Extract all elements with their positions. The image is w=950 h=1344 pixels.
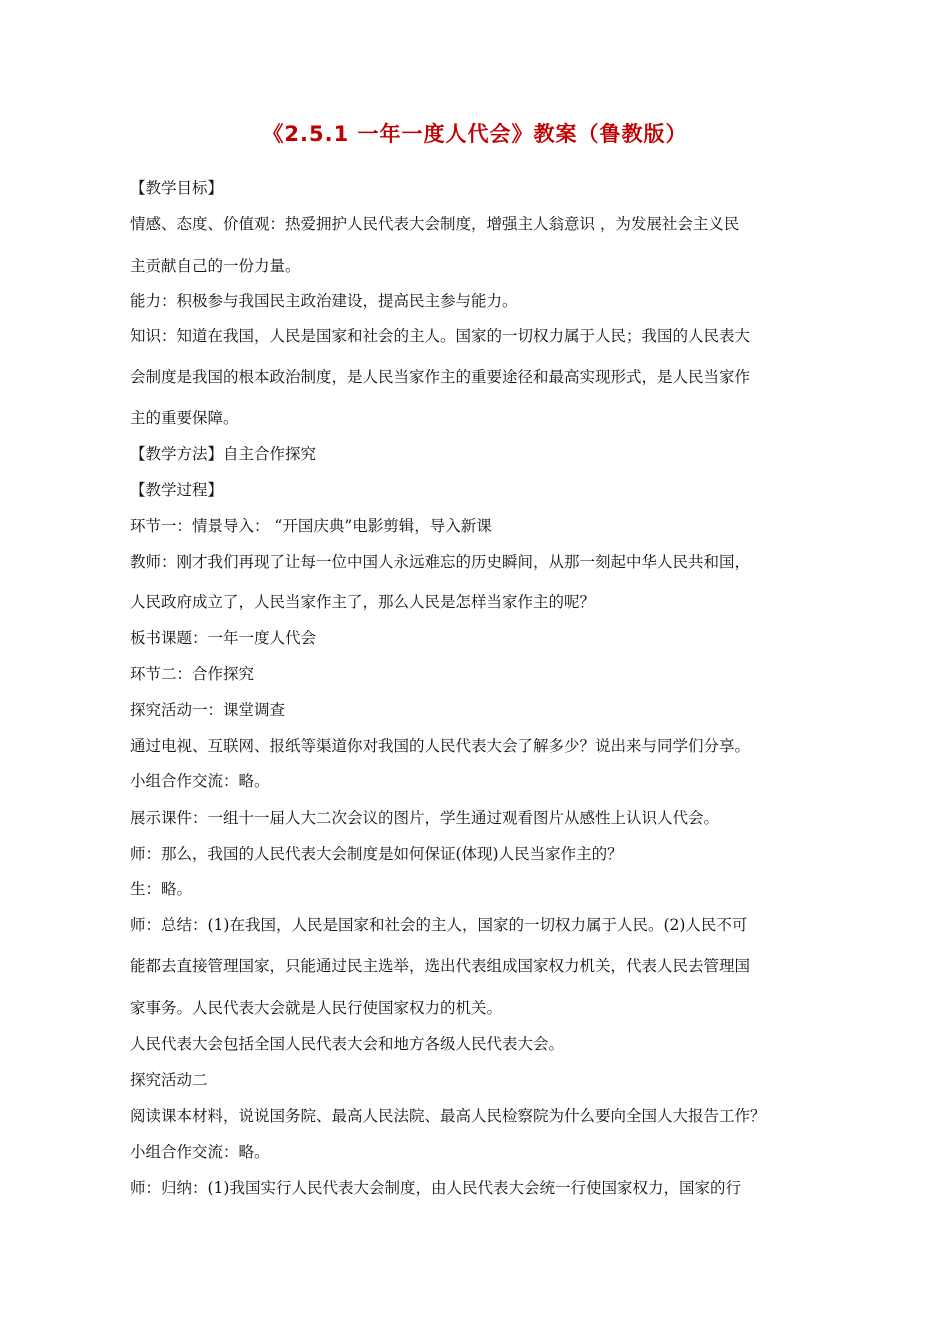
text-line: 环节二：合作探究 [130,665,255,683]
text-line: 展示课件：一组十一届人大二次会议的图片，学生通过观看图片从感性上认识人代会。 [130,809,720,827]
text-line: 板书课题：一年一度人代会 [130,629,317,647]
text-line: 主贡献自己的一份力量。 [130,257,301,275]
text-line: 师：总结：(1)在我国，人民是国家和社会的主人，国家的一切权力属于人民。(2)人民不可 [130,916,748,934]
text-line: 探究活动二 [130,1071,208,1089]
text-line: 小组合作交流：略。 [130,772,270,790]
text-line: 知识：知道在我国，人民是国家和社会的主人。国家的一切权力属于人民；我国的人民表大 [130,327,751,345]
text-line: 能力：积极参与我国民主政治建设，提高民主参与能力。 [130,292,518,310]
text-line: 能都去直接管理国家，只能通过民主选举，选出代表组成国家权力机关，代表人民去管理国 [130,957,751,975]
text-line: 【教学过程】 [130,481,224,499]
text-line: 情感、态度、价值观：热爱拥护人民代表大会制度，增强主人翁意识 ，为发展社会主义民 [130,215,740,233]
text-line: 环节一：情景导入： “开国庆典”电影剪辑，导入新课 [130,517,492,535]
document-title: 《2.5.1 一年一度人代会》教案（鲁教版） [262,122,688,146]
text-line: 家事务。人民代表大会就是人民行使国家权力的机关。 [130,999,503,1017]
text-line: 通过电视、互联网、报纸等渠道你对我国的人民代表大会了解多少？说出来与同学们分享。 [130,737,751,755]
text-line: 探究活动一：课堂调查 [130,701,286,719]
text-line: 人民政府成立了，人民当家作主了，那么人民是怎样当家作主的呢？ [130,593,596,611]
text-line: 生：略。 [130,880,193,898]
text-line: 主的重要保障。 [130,409,239,427]
text-line: 【教学方法】自主合作探究 [130,445,317,463]
text-line: 人民代表大会包括全国人民代表大会和地方各级人民代表大会。 [130,1035,565,1053]
text-line: 教师：刚才我们再现了让每一位中国人永远难忘的历史瞬间，从那一刻起中华人民共和国， [130,553,751,571]
text-line: 小组合作交流：略。 [130,1143,270,1161]
text-line: 会制度是我国的根本政治制度，是人民当家作主的重要途径和最高实现形式，是人民当家作 [130,368,751,386]
text-line: 阅读课本材料，说说国务院、最高人民法院、最高人民检察院为什么要向全国人大报告工作？ [130,1107,766,1125]
text-line: 师：归纳：(1)我国实行人民代表大会制度，由人民代表大会统一行使国家权力，国家的行 [130,1179,741,1197]
text-line: 【教学目标】 [130,179,224,197]
text-line: 师：那么，我国的人民代表大会制度是如何保证(体现)人民当家作主的？ [130,845,623,863]
